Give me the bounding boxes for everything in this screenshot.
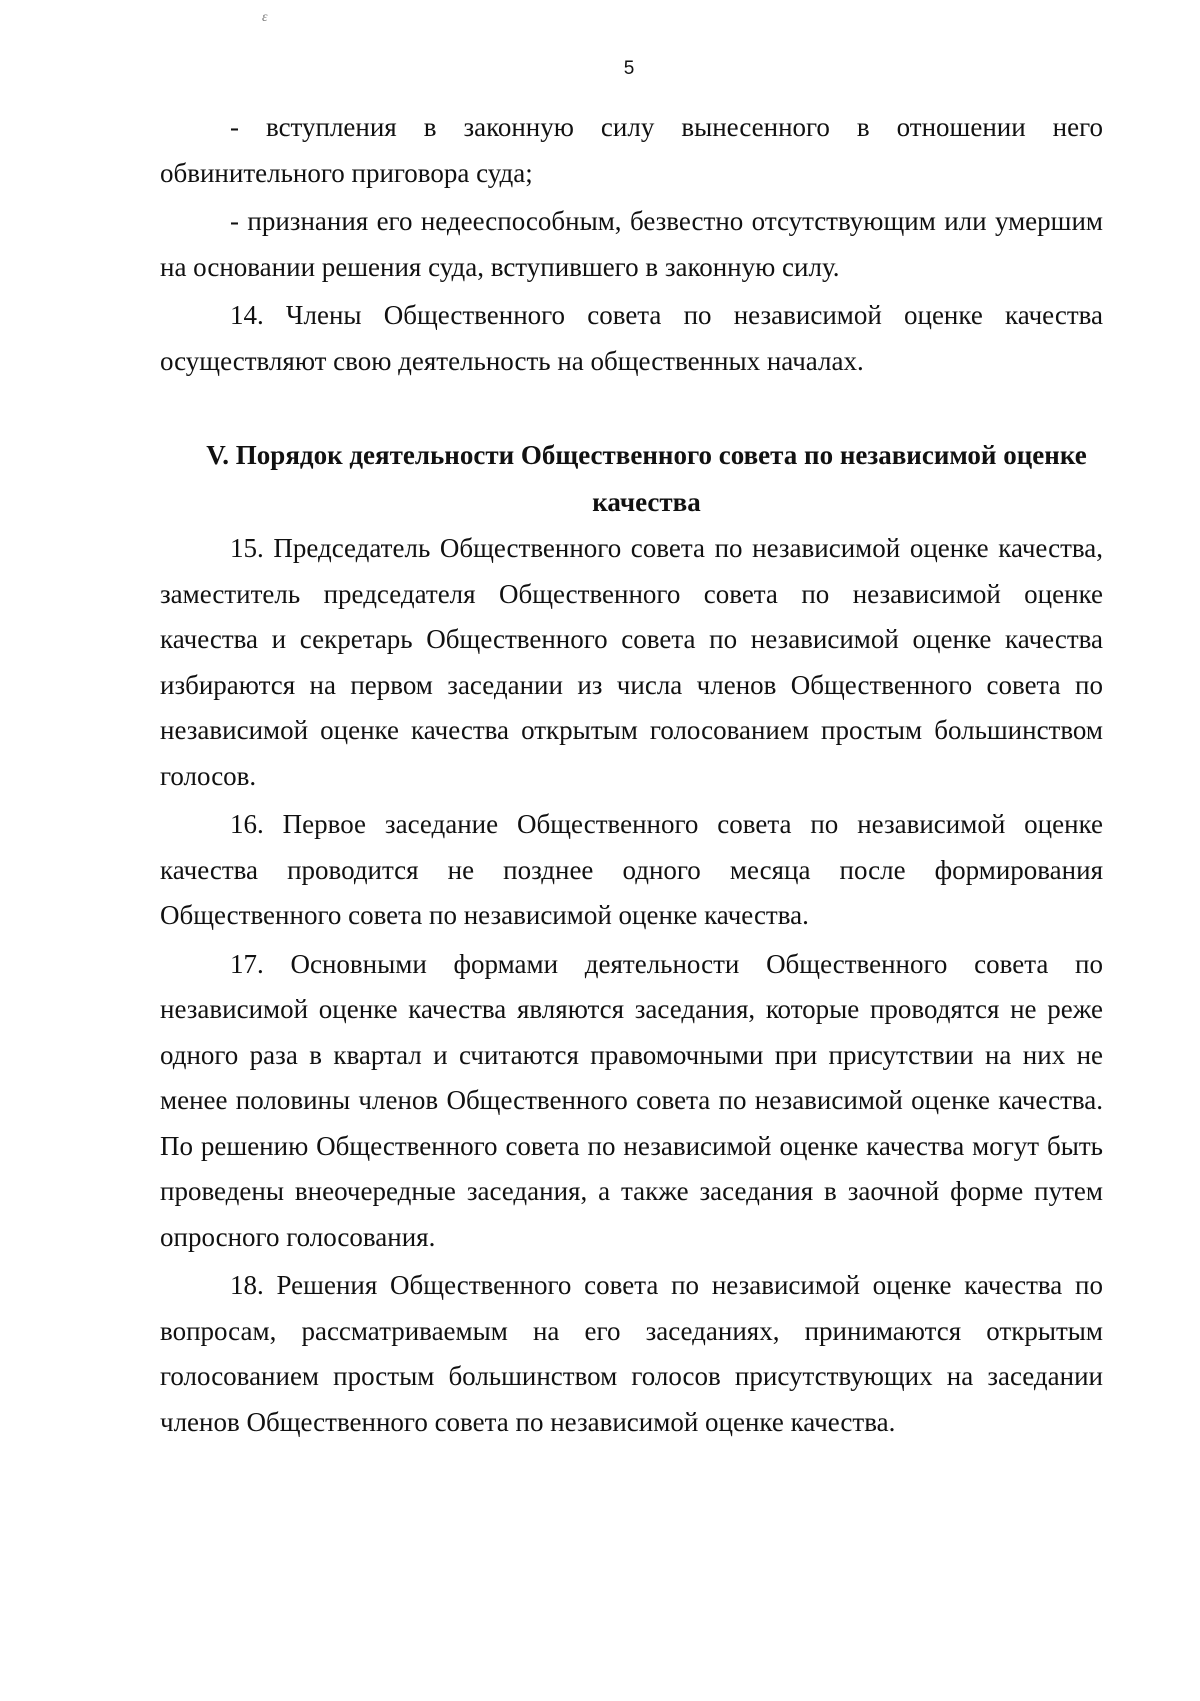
list-item-conviction: - вступления в законную силу вынесенного в отношении него обвинительного приговора суда; [160, 112, 1103, 188]
clause-16: 16. Первое заседание Общественного совета по независимой оценке качества проводится не позднее одного месяца после формирования Общественного совета по независимой оценке качества. [160, 809, 1103, 930]
clause-18: 18. Решения Общественного совета по независимой оценке качества по вопросам, рассматриваемым на его заседаниях, принимаются открытым голосованием простым большинством голосов присутствующих на заседании членов Общественного совета по независимой оценке качества. [160, 1270, 1103, 1437]
clause-17: 17. Основными формами деятельности Общественного совета по независимой оценке качества являются заседания, которые проводятся не реже одного раза в квартал и считаются правомочными при присутствии на них не менее половины членов Общественного совета по независимой оценке качества. По решению Общественного совета по независимой оценке качества могут быть проведены внеочередные заседания, а также заседания в заочной форме путем опросного голосования. [160, 948, 1103, 1252]
list-item-incapacity: - признания его недееспособным, безвестно отсутствующим или умершим на основании решения суда, вступившего в законную силу. [160, 206, 1103, 282]
stray-scan-mark: ε [262, 10, 268, 25]
page-number: 5 [623, 58, 635, 79]
section-heading: V. Порядок деятельности Общественного совета по независимой оценке качества [206, 440, 1087, 517]
clause-14: 14. Члены Общественного совета по независимой оценке качества осуществляют свою деятельность на общественных началах. [160, 300, 1103, 376]
document-body [160, 105, 1103, 1445]
clause-15: 15. Председатель Общественного совета по независимой оценке качества, заместитель председателя Общественного совета по независимой оценке качества и секретарь Общественного совета по независимой оценке качества избираются на первом заседании из числа членов Общественного совета по независимой оценке качества открытым голосованием простым большинством голосов. [160, 533, 1103, 791]
